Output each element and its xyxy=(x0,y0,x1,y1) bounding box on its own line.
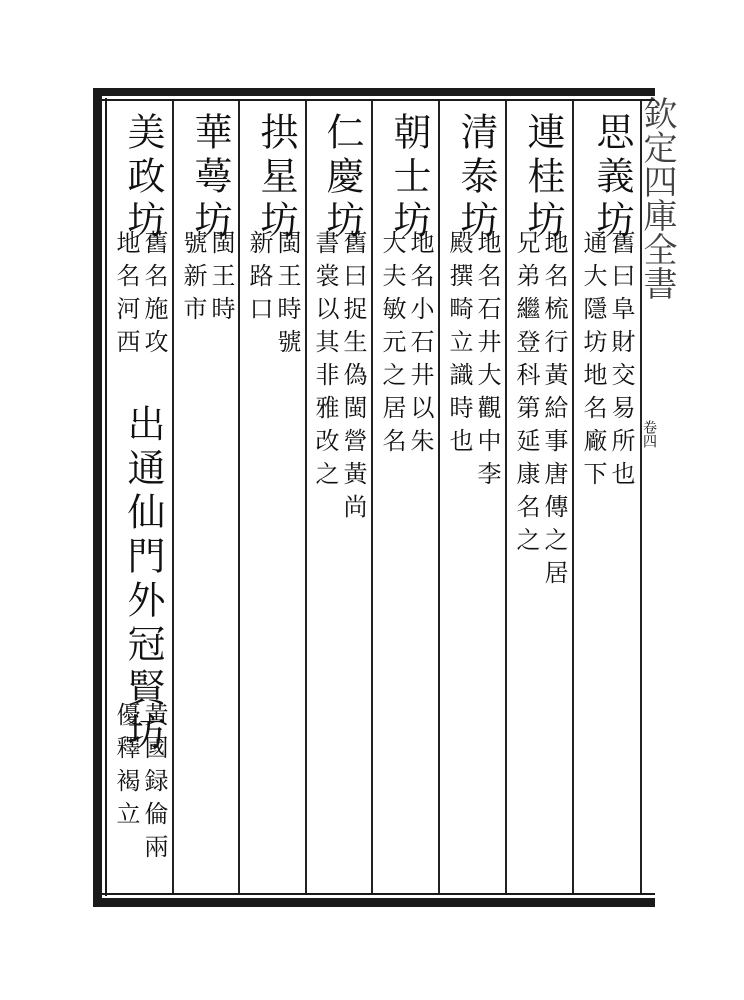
place-name: 清泰坊 xyxy=(454,112,498,244)
annotation-right: 閩王時號 xyxy=(273,230,301,362)
column-rule xyxy=(438,101,440,893)
place-name: 出通仙門外冠賢坊 xyxy=(121,404,165,756)
place-name: 美政坊 xyxy=(121,112,165,244)
place-name: 拱星坊 xyxy=(254,112,298,244)
annotation-left: 書裳以其非雅改之 xyxy=(311,230,339,494)
column-rule xyxy=(505,101,507,893)
annotation-right: 舊名施攻 xyxy=(140,230,168,362)
column-rule xyxy=(572,101,574,893)
frame-border-left-inner xyxy=(105,98,107,896)
annotation-left: 殿撰畸立識時也 xyxy=(445,230,473,461)
frame-border-bottom xyxy=(93,898,655,907)
column-rule xyxy=(371,101,373,893)
place-name: 仁慶坊 xyxy=(320,112,364,244)
text-column xyxy=(575,112,639,892)
annotation-right: 舊曰阜財交易所也 xyxy=(607,230,635,494)
text-column xyxy=(508,112,572,892)
text-column xyxy=(241,112,305,892)
annotation-right: 地名梳行黃給事唐傳之居 xyxy=(540,230,568,593)
place-name: 華蕚坊 xyxy=(188,112,232,244)
volume-label: 卷四 xyxy=(641,420,657,448)
frame-border-top xyxy=(93,88,655,96)
annotation-right: 地名小石井以朱 xyxy=(406,230,434,461)
annotation-left: 地名河西 xyxy=(112,230,140,362)
annotation-right: 黃國録倫兩 xyxy=(140,702,168,867)
frame-border-bottom-inner xyxy=(93,893,655,895)
place-name: 連桂坊 xyxy=(521,112,565,244)
annotation-right: 舊曰捉生偽閩營黃尚 xyxy=(339,230,367,527)
place-name: 思義坊 xyxy=(590,112,634,244)
annotation-left: 大夫敏元之居名 xyxy=(378,230,406,461)
text-column xyxy=(441,112,505,892)
annotation-right: 閩王時 xyxy=(207,230,235,329)
place-name: 朝士坊 xyxy=(387,112,431,244)
book-title: 欽定四庫全書 xyxy=(637,96,677,300)
text-column xyxy=(175,112,239,892)
frame-border-top-inner xyxy=(93,99,655,101)
frame-border-left xyxy=(93,88,102,907)
annotation-left: 通大隱坊地名廠下 xyxy=(579,230,607,494)
annotation-right: 地名石井大觀中李 xyxy=(473,230,501,494)
text-column xyxy=(374,112,438,892)
text-column xyxy=(110,112,174,892)
annotation-left: 新路口 xyxy=(245,230,273,329)
text-column xyxy=(307,112,371,892)
annotation-left: 兄弟繼登科第延康名之 xyxy=(512,230,540,560)
annotation-left: 優釋褐立 xyxy=(112,702,140,834)
annotation-left: 號新市 xyxy=(179,230,207,329)
